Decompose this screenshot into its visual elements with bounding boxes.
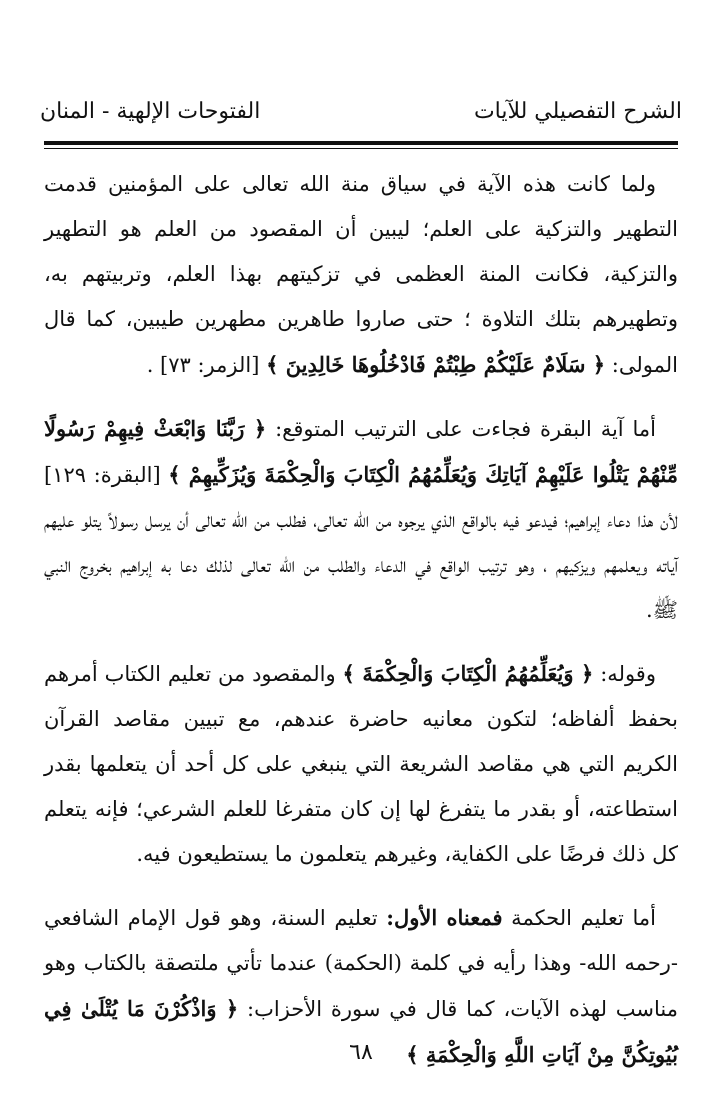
text: وقوله:	[593, 662, 656, 686]
text: أما تعليم الحكمة	[502, 906, 656, 930]
header-right-title: الشرح التفصيلي للآيات	[473, 99, 682, 124]
paragraph-3	[44, 651, 678, 877]
running-header	[40, 88, 682, 124]
text: ولما كانت هذه الآية في سياق منة الله تعالى على المؤمنين قدمت التطهير والتزكية على العلم؛ ليبين أن المقصود من العلم هو التطهير والتزكية، فكانت المنة العظمى في تزكيتهم بهذا العلم، وتربيتهم به، وتطهيرهم بتلك التلاوة ؛ حتى صاروا طاهرين مطهرين طيبين، كما قال المولى:	[44, 172, 678, 377]
page-number: ٦٨	[349, 1040, 373, 1065]
header-rule-thick	[44, 141, 678, 145]
header-rule-thin	[44, 148, 678, 149]
page-body	[44, 162, 678, 1078]
text: والمقصود من تعليم الكتاب أمرهم بحفظ ألفاظه؛ لتكون معانيه حاضرة عندهم، مع تبيين مقاصد القرآن الكريم التي هي مقاصد الشريعة التي ينبغي على كل أحد أن يتعلمها بقدر استطاعته، أو بقدر ما يتفرغ لها إن كان متفرغا للعلم الشرعي؛ فإنه يتعلم كل ذلك فرضًا على الكفاية، وغيرهم يتعلمون ما يستطيعون فيه.	[44, 662, 678, 866]
text: [البقرة: ١٢٩] لأن هذا دعاء إبراهيم؛ فيدعو فيه بالواقع الذي يرجوه من الله تعالى، فطلب من الله تعالى أن يرسل رسولاً يتلو عليهم آياته ويعلمهم ويزكيهم ، وهو ترتيب الواقع في الدعاء والطلب من الله تعالى لذلك دعا به إبراهيم بخروج النبي ﷺ.	[44, 463, 678, 622]
paragraph-2	[44, 406, 678, 633]
paragraph-1	[44, 162, 678, 388]
header-left-title: الفتوحات الإلهية - المنان	[40, 99, 261, 124]
quran-verse: ﴿ وَاذْكُرْنَ مَا يُتْلَىٰ فِي بُيُوتِكُنَّ مِنْ آيَاتِ اللَّهِ وَالْحِكْمَةِ ﴾	[44, 996, 678, 1067]
bold-term: فمعناه الأول:	[386, 905, 503, 930]
quran-verse: ﴿ رَبَّنَا وَابْعَثْ فِيهِمْ رَسُولًا مِّنْهُمْ يَتْلُوا عَلَيْهِمْ آيَاتِكَ وَيُعَلِّمُهُمُ الْكِتَابَ وَالْحِكْمَةَ وَيُزَكِّيهِمْ ﴾	[44, 416, 678, 487]
quran-verse: ﴿ سَلَامٌ عَلَيْكُمْ طِبْتُمْ فَادْخُلُوهَا خَالِدِينَ ﴾	[266, 352, 606, 377]
text: أما آية البقرة فجاءت على الترتيب المتوقع:	[266, 417, 656, 441]
quran-verse: ﴿ وَيُعَلِّمُهُمُ الْكِتَابَ وَالْحِكْمَةَ ﴾	[342, 661, 594, 686]
text: [الزمر: ٧٣] .	[146, 353, 267, 377]
text: تعليم السنة، وهو قول الإمام الشافعي -رحمه الله- وهذا رأيه في كلمة (الحكمة) عندما تأتي ملتصقة بالكتاب وهو مناسب لهذه الآيات، كما قال في سورة الأحزاب:	[44, 906, 678, 1021]
